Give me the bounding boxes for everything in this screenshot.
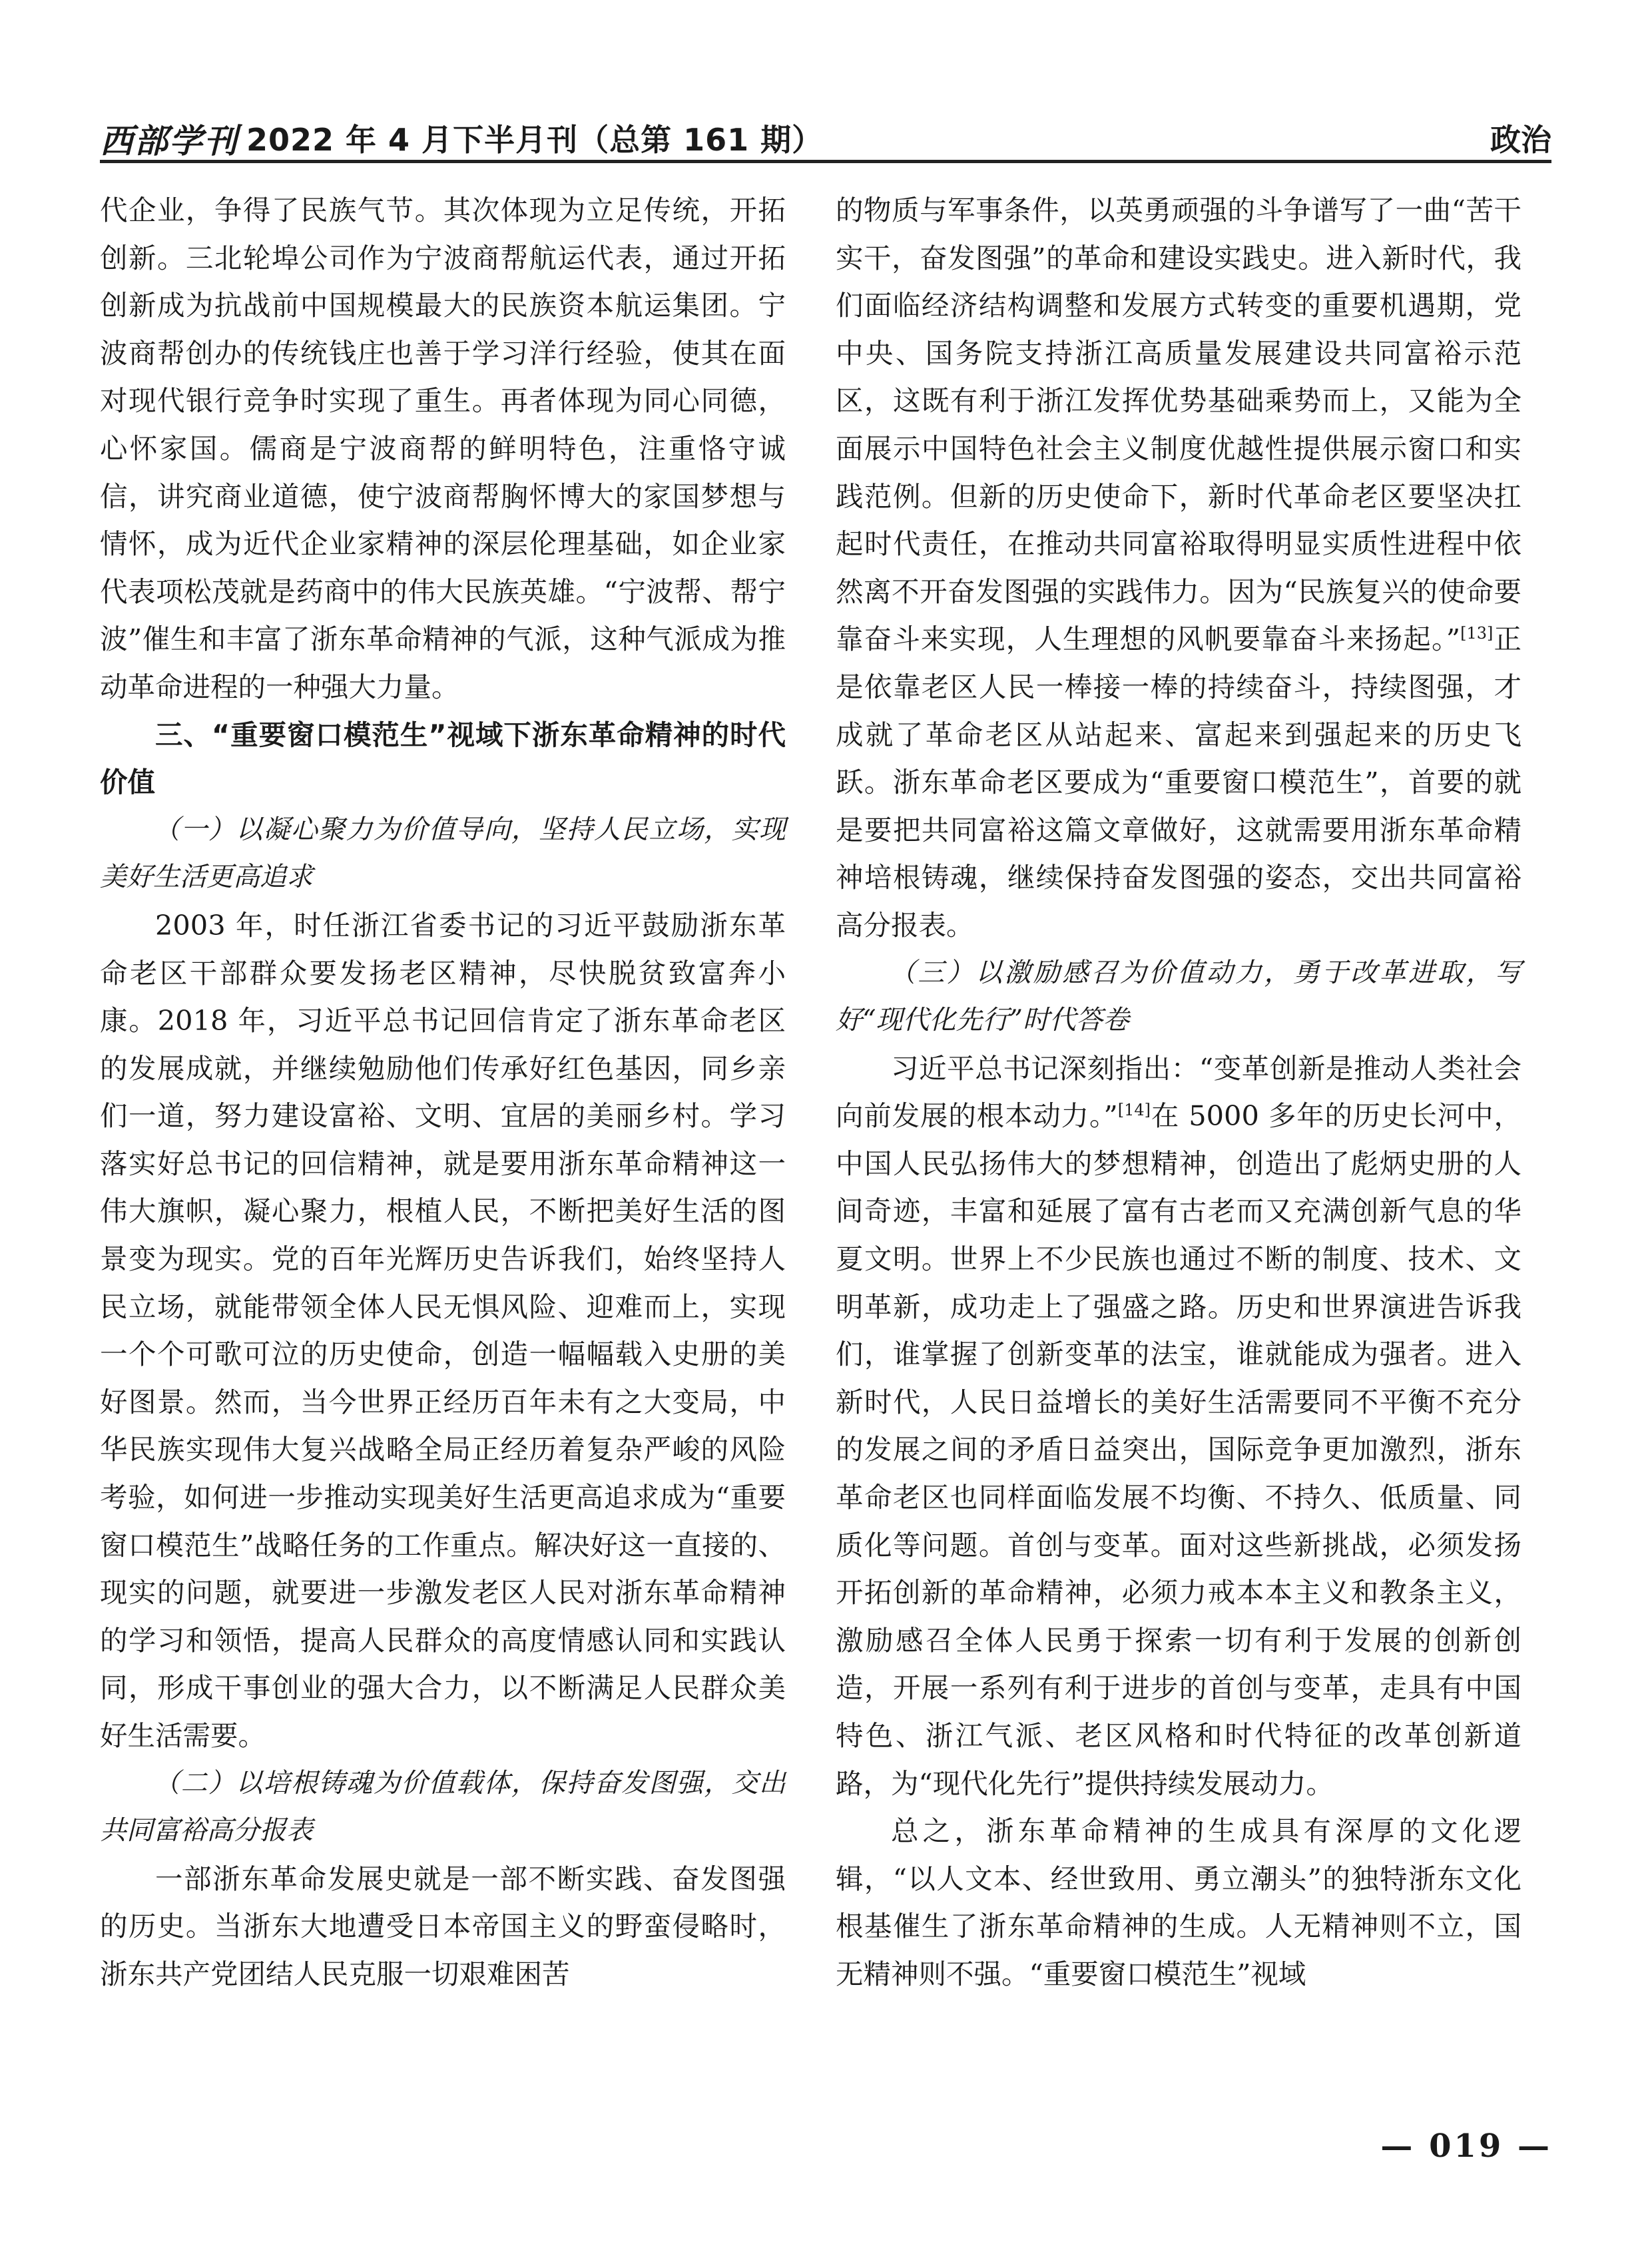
subsection-heading: （三）以激励感召为价值动力，勇于改革进取，写好“现代化先行”时代答卷 bbox=[836, 957, 1521, 1036]
citation-ref: [13] bbox=[1460, 624, 1494, 643]
section-name: 政治 bbox=[1490, 122, 1551, 158]
paragraph bbox=[836, 186, 1521, 950]
page-number: — 019 — bbox=[1380, 2127, 1552, 2165]
subsection-heading: （一）以凝心聚力为价值导向，坚持人民立场，实现美好生活更高追求 bbox=[100, 814, 786, 893]
paragraph-text: 正是依靠老区人民一棒接一棒的持续奋斗，持续图强，才成就了革命老区从站起来、富起来到强起来的历史飞跃。浙东革命老区要成为“重要窗口模范生”，首要的就是要把共同富裕这篇文章做好，这就需要用浙东革命精神培根铸魂，继续保持奋发图强的姿态，交出共同富裕高分报表。 bbox=[836, 623, 1521, 942]
running-header bbox=[100, 107, 1551, 163]
paragraph: 一部浙东革命发展史就是一部不断实践、奋发图强的历史。当浙东大地遭受日本帝国主义的野蛮侵略时，浙东共产党团结人民克服一切艰难困苦 bbox=[100, 1862, 786, 1990]
subsection-heading: （二）以培根铸魂为价值载体，保持奋发图强，交出共同富裕高分报表 bbox=[100, 1767, 786, 1846]
paragraph-text: 习近平总书记深刻指出：“变革创新是推动人类社会向前发展的根本动力。” bbox=[836, 1051, 1521, 1133]
paragraph: 2003 年，时任浙江省委书记的习近平鼓励浙东革命老区干部群众要发扬老区精神，尽快脱贫致富奔小康。2018 年，习近平总书记回信肯定了浙东革命老区的发展成就，并继续勉励他们传承好红色基因，同乡亲们一道，努力建设富裕、文明、宜居的美丽乡村。学习落实好总书记的回信精神，就是要用浙东革命精神这一伟大旗帜，凝心聚力，根植人民，不断把美好生活的图景变为现实。党的百年光辉历史告诉我们，始终坚持人民立场，就能带领全体人民无惧风险、迎难而上，实现一个个可歌可泣的历史使命，创造一幅幅载入史册的美好图景。然而，当今世界正经历百年未有之大变局，中华民族实现伟大复兴战略全局正经历着复杂严峻的风险考验，如何进一步推动实现美好生活更高追求成为“重要窗口模范生”战略任务的工作重点。解决好这一直接的、现实的问题，就要进一步激发老区人民对浙东革命精神的学习和领悟，提高人民群众的高度情感认同和实践认同，形成干事创业的强大合力，以不断满足人民群众美好生活需要。 bbox=[100, 908, 786, 1752]
paragraph: 总之，浙东革命精神的生成具有深厚的文化逻辑，“以人文本、经世致用、勇立潮头”的独特浙东文化根基催生了浙东革命精神的生成。人无精神则不立，国无精神则不强。“重要窗口模范生”视域 bbox=[836, 1815, 1521, 1990]
paragraph: 代企业，争得了民族气节。其次体现为立足传统，开拓创新。三北轮埠公司作为宁波商帮航运代表，通过开拓创新成为抗战前中国规模最大的民族资本航运集团。宁波商帮创办的传统钱庄也善于学习洋行经验，使其在面对现代银行竞争时实现了重生。再者体现为同心同德，心怀家国。儒商是宁波商帮的鲜明特色，注重恪守诚信，讲究商业道德，使宁波商帮胸怀博大的家国梦想与情怀，成为近代企业家精神的深层伦理基础，如企业家代表项松茂就是药商中的伟大民族英雄。“宁波帮、帮宁波”催生和丰富了浙东革命精神的气派，这种气派成为推动革命进程的一种强大力量。 bbox=[100, 194, 786, 703]
paragraph bbox=[836, 1045, 1521, 1808]
paragraph-text: 的物质与军事条件，以英勇顽强的斗争谱写了一曲“苦干实干，奋发图强”的革命和建设实践史。进入新时代，我们面临经济结构调整和发展方式转变的重要机遇期，党中央、国务院支持浙江高质量发展建设共同富裕示范区，这既有利于浙江发挥优势基础乘势而上，又能为全面展示中国特色社会主义制度优越性提供展示窗口和实践范例。但新的历史使命下，新时代革命老区要坚决扛起时代责任，在推动共同富裕取得明显实质性进程中依然离不开奋发图强的实践伟力。因为“民族复兴的使命要靠奋斗来实现，人生理想的风帆要靠奋斗来扬起。” bbox=[836, 194, 1521, 656]
left-column bbox=[100, 186, 786, 1998]
citation-ref: [14] bbox=[1117, 1101, 1151, 1120]
paragraph-text: 在 5000 多年的历史长河中，中国人民弘扬伟大的梦想精神，创造出了彪炳史册的人间奇迹，丰富和延展了富有古老而又充满创新气息的华夏文明。世界上不少民族也通过不断的制度、技术、文明革新，成功走上了强盛之路。历史和世界演进告诉我们，谁掌握了创新变革的法宝，谁就能成为强者。进入新时代，人民日益增长的美好生活需要同不平衡不充分的发展之间的矛盾日益突出，国际竞争更加激烈，浙东革命老区也同样面临发展不均衡、不持久、低质量、同质化等问题。首创与变革。面对这些新挑战，必须发扬开拓创新的革命精神，必须力戒本本主义和教条主义，激励感召全体人民勇于探索一切有利于发展的创新创造，开展一系列有利于进步的首创与变革，走具有中国特色、浙江气派、老区风格和时代特征的改革创新道路，为“现代化先行”提供持续发展动力。 bbox=[836, 1099, 1522, 1800]
right-column bbox=[836, 186, 1521, 1998]
issue-info: 2022 年 4 月下半月刊（总第 161 期） bbox=[246, 122, 824, 158]
journal-logo: 西部学刊 bbox=[100, 121, 238, 160]
section-heading: 三、“重要窗口模范生”视域下浙东革命精神的时代价值 bbox=[100, 718, 786, 799]
